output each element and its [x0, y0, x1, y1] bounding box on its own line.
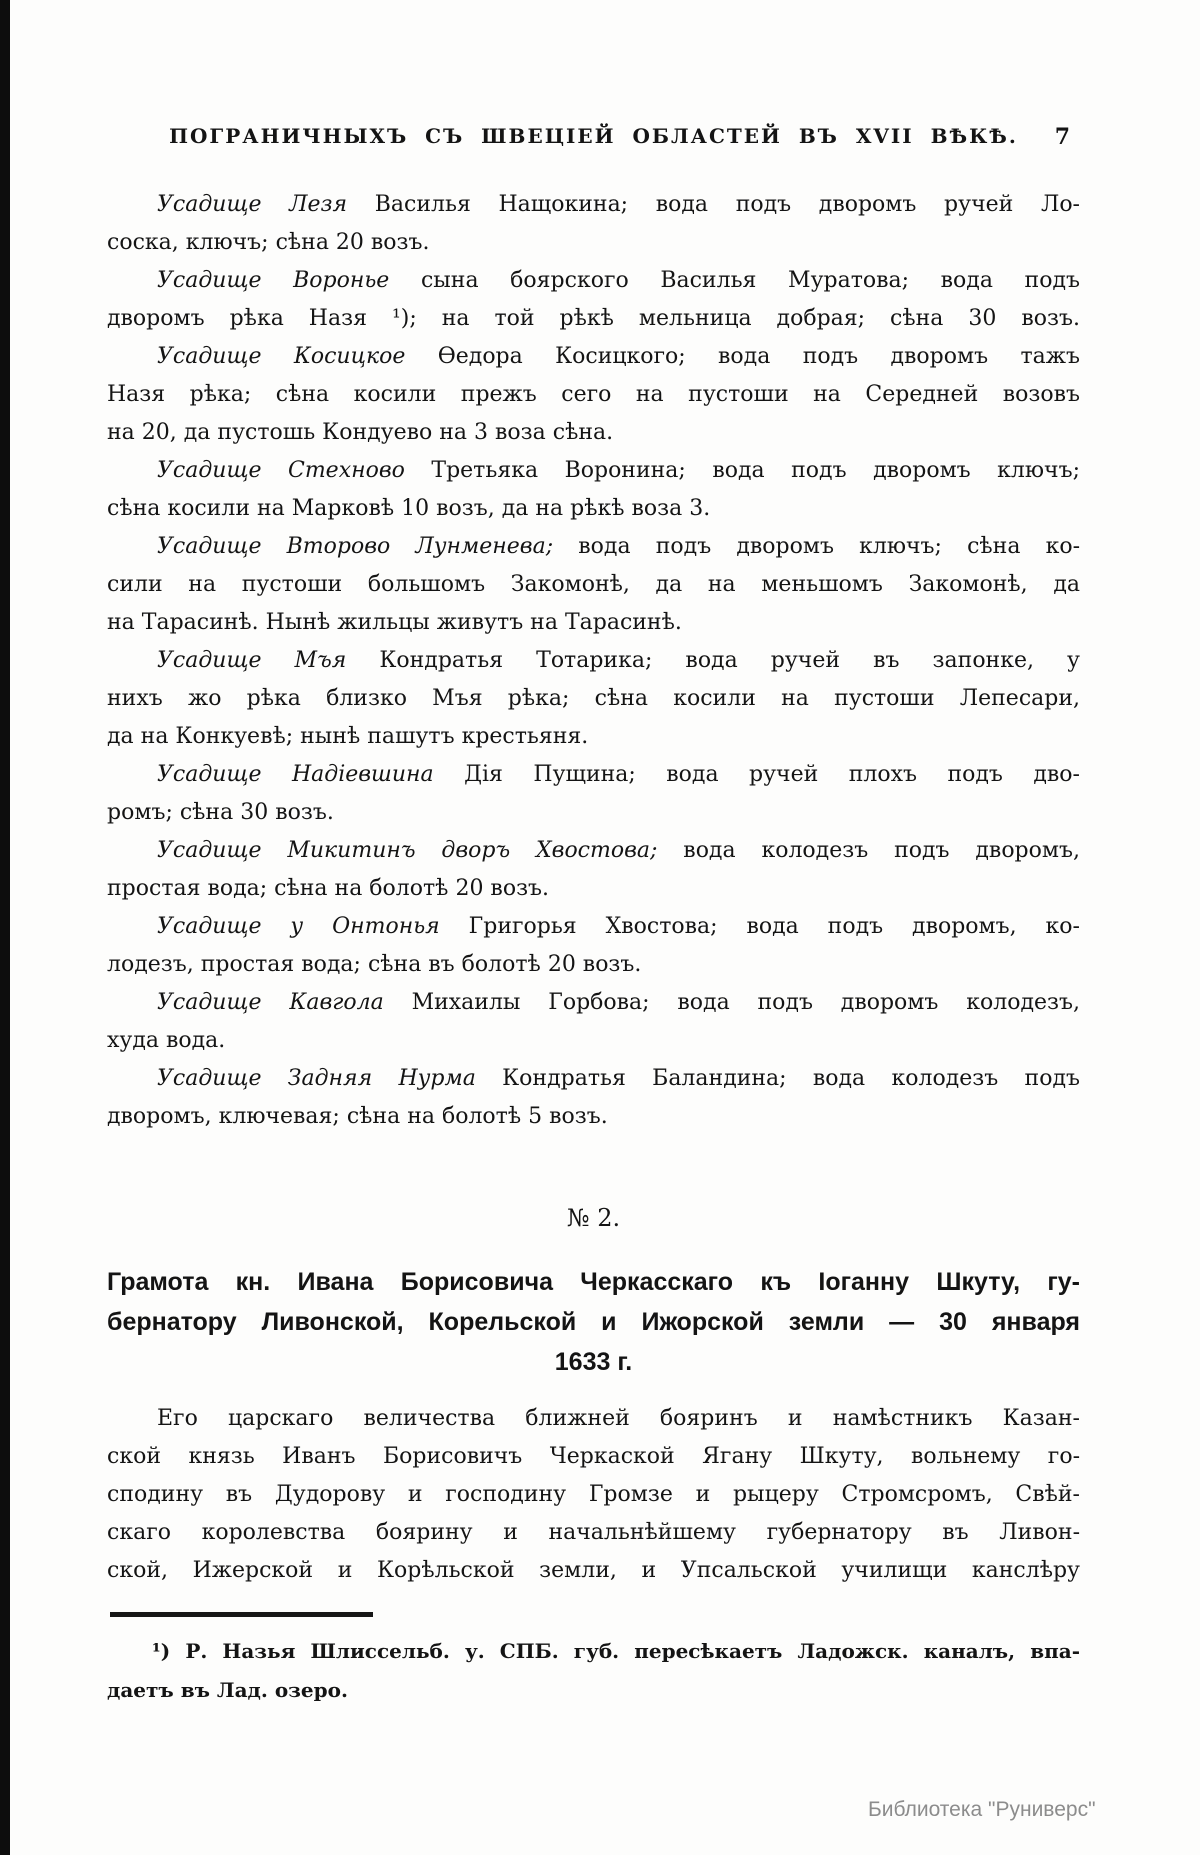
entry-line: [107, 756, 1080, 794]
entry-name-italic: Усадище Мъя: [157, 648, 347, 673]
entry-line: [107, 262, 1080, 300]
letter-line: сподину въ Дудорову и господину Громзе и рыцеру Стромсромъ, Свѣй-: [107, 1482, 1080, 1507]
entry-text: Григорья Хвостова; вода подъ дворомъ, ко-: [439, 914, 1080, 939]
entry-line: Назя рѣка; сѣна косили прежъ сего на пустоши на Середней возовъ: [107, 382, 1080, 407]
footnote-line: ¹) Р. Назья Шлиссельб. у. СПБ. губ. пересѣкаетъ Ладожск. каналъ, впа-: [152, 1639, 1080, 1663]
entry-line: на Тарасинѣ. Нынѣ жильцы живутъ на Тарасинѣ.: [107, 610, 682, 635]
entry-line: [107, 452, 1080, 490]
entry-line: [107, 908, 1080, 946]
entry-line: лодезъ, простая вода; сѣна въ болотѣ 20 возъ.: [107, 952, 642, 977]
letter-line: скаго королевства боярину и начальнѣйшему губернатору въ Ливон-: [107, 1520, 1080, 1545]
scan-edge-strip: [0, 0, 10, 1855]
entry-name-italic: Усадище Косицкое: [157, 344, 406, 369]
entry-name-italic: Усадище Стехново: [157, 458, 405, 483]
entry-text: Кондратья Баландина; вода колодезъ подъ: [475, 1066, 1080, 1091]
entry-line: дворомъ рѣка Назя ¹); на той рѣкѣ мельница добрая; сѣна 30 возъ.: [107, 306, 1080, 331]
entry-name-italic: Усадище у Онтонья: [157, 914, 440, 939]
section-number: № 2.: [566, 1204, 621, 1232]
document-heading-line: 1633 г.: [554, 1348, 633, 1376]
document-heading-line: бернатору Ливонской, Корельской и Ижорской земли — 30 января: [107, 1308, 1080, 1336]
document-heading-line: Грамота кн. Ивана Борисовича Черкасскаго къ Іоганну Шкуту, гу-: [107, 1268, 1080, 1296]
entry-text: вода колодезъ подъ дворомъ,: [657, 838, 1080, 863]
letter-block: [107, 1400, 1080, 1590]
entry-text: Михаилы Горбова; вода подъ дворомъ колодезъ,: [383, 990, 1080, 1015]
letter-line: ской князь Иванъ Борисовичъ Черкаской Ягану Шкуту, вольнему го-: [107, 1444, 1080, 1469]
entry-text: Ѳедора Косицкого; вода подъ дворомъ тажъ: [405, 344, 1080, 369]
footnote-divider: [110, 1612, 373, 1617]
entry-line: [107, 528, 1080, 566]
entry-line: [107, 984, 1080, 1022]
entry-name-italic: Усадище Кавгола: [157, 990, 384, 1015]
entry-line: [107, 1060, 1080, 1098]
entry-line: на 20, да пустошь Кондуево на 3 воза сѣна.: [107, 420, 614, 445]
entry-line: [107, 832, 1080, 870]
entry-line: соска, ключъ; сѣна 20 возъ.: [107, 230, 430, 255]
entry-text: Третьяка Воронина; вода подъ дворомъ ключъ;: [404, 458, 1080, 483]
entry-name-italic: Усадище Задняя Нурма: [157, 1066, 476, 1091]
entry-name-italic: Усадище Микитинъ дворъ Хвостова;: [157, 838, 658, 863]
document-heading: [107, 1262, 1080, 1382]
entry-line: худа вода.: [107, 1028, 226, 1053]
entry-text: Дія Пущина; вода ручей плохъ подъ дво-: [433, 762, 1080, 787]
entries-block: [107, 186, 1080, 1136]
entry-text: вода подъ дворомъ ключъ; сѣна ко-: [553, 534, 1080, 559]
footnote-line: даетъ въ Лад. озеро.: [107, 1678, 348, 1702]
entry-line: дворомъ, ключевая; сѣна на болотѣ 5 возъ.: [107, 1104, 608, 1129]
entry-name-italic: Усадище Лезя: [157, 192, 348, 217]
running-header: [107, 124, 1080, 154]
page-number: 7: [1054, 124, 1070, 150]
entry-text: Василья Нащокина; вода подъ дворомъ ручей Ло-: [347, 192, 1080, 217]
entry-line: [107, 642, 1080, 680]
running-header-title: ПОГРАНИЧНЫХЪ СЪ ШВЕЦІЕЙ ОБЛАСТЕЙ ВЪ XVII ВѢКѢ.: [169, 124, 1018, 148]
entry-line: да на Конкуевѣ; нынѣ пашутъ крестьяня.: [107, 724, 589, 749]
entry-line: нихъ жо рѣка близко Мъя рѣка; сѣна косили на пустоши Лепесари,: [107, 686, 1080, 711]
entry-line: сили на пустоши большомъ Закомонѣ, да на меньшомъ Закомонѣ, да: [107, 572, 1080, 597]
entry-line: простая вода; сѣна на болотѣ 20 возъ.: [107, 876, 550, 901]
entry-text: сына боярского Василья Муратова; вода подъ: [389, 268, 1080, 293]
entry-line: [107, 338, 1080, 376]
entry-name-italic: Усадище Надіевшина: [157, 762, 434, 787]
letter-line: ской, Ижерской и Корѣльской земли, и Упсальской училищи канслѣру: [107, 1558, 1080, 1583]
library-watermark: Библиотека "Руниверс": [868, 1798, 1096, 1821]
entry-line: ромъ; сѣна 30 возъ.: [107, 800, 334, 825]
entry-line: сѣна косили на Марковѣ 10 возъ, да на рѣкѣ воза 3.: [107, 496, 711, 521]
entry-text: Кондратья Тотарика; вода ручей въ запонке, у: [346, 648, 1080, 673]
letter-line: Его царскаго величества ближней бояринъ и намѣстникъ Казан-: [157, 1406, 1080, 1431]
entry-line: [107, 186, 1080, 224]
entry-name-italic: Усадище Воронье: [157, 268, 390, 293]
entry-name-italic: Усадище Второво Лунменева;: [157, 534, 554, 559]
footnote: [107, 1632, 1080, 1710]
